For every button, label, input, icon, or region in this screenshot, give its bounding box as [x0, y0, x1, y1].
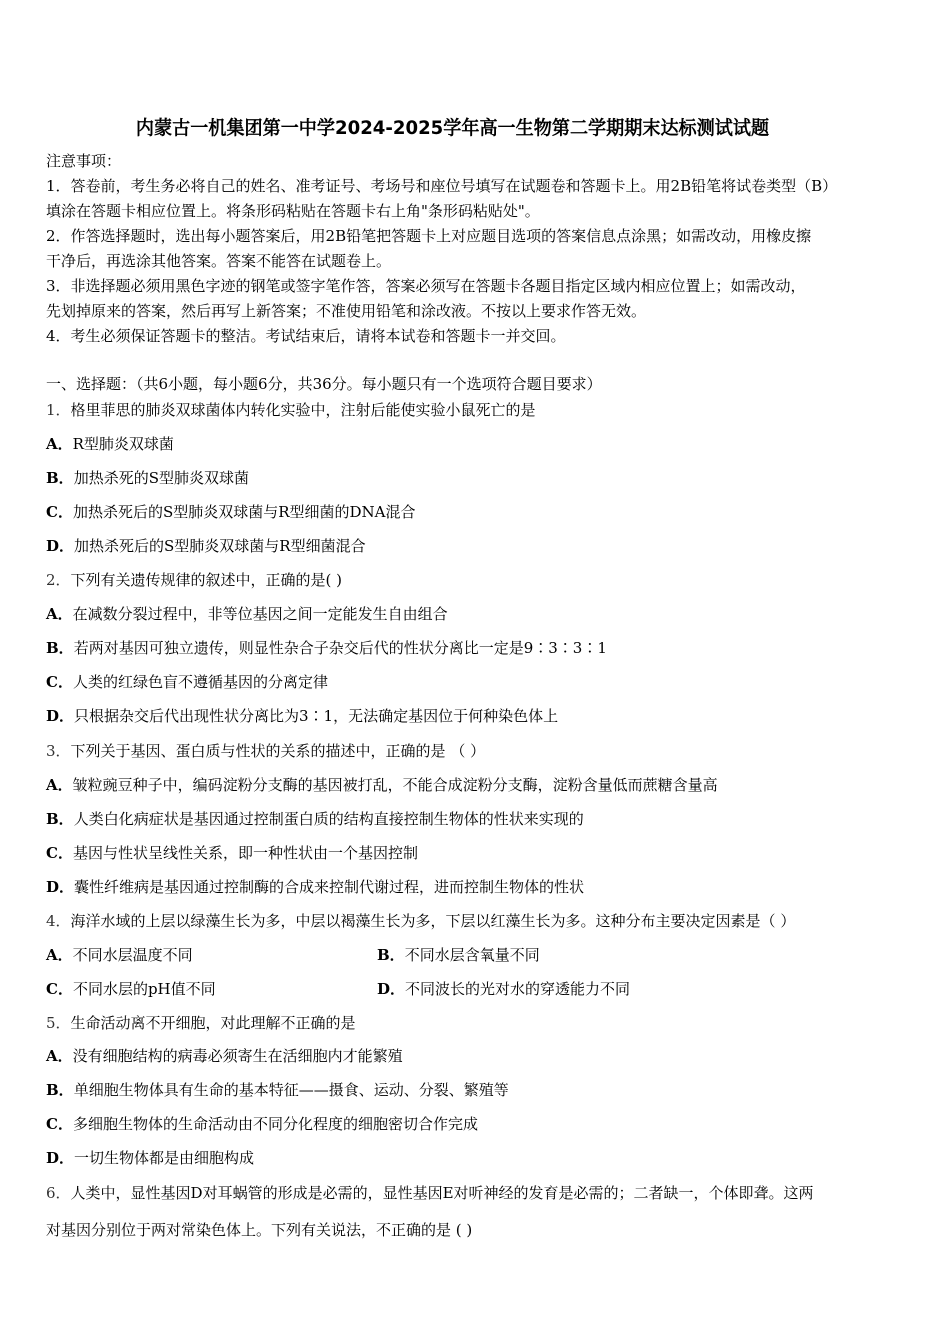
- question-text: 下列关于基因、蛋白质与性状的关系的描述中，正确的是 （ ）: [70, 742, 486, 760]
- option: [46, 1046, 403, 1066]
- option: [46, 809, 584, 829]
- question-number: 5．: [46, 1014, 71, 1032]
- option-label: A．: [46, 605, 73, 623]
- option-text: R型肺炎双球菌: [72, 435, 174, 453]
- notice-line: 1．答卷前，考生务必将自己的姓名、准考证号、考场号和座位号填写在试题卷和答题卡上。用2B铅笔将试卷类型（B）: [46, 177, 838, 195]
- option-text: 人类白化病症状是基因通过控制蛋白质的结构直接控制生物体的性状来实现的: [73, 810, 584, 828]
- option-label: B．: [46, 639, 74, 657]
- option-label: B．: [46, 810, 74, 828]
- question-stem: [46, 570, 342, 590]
- option: [46, 843, 418, 863]
- notice-line: 填涂在答题卡相应位置上。将条形码粘贴在答题卡右上角"条形码粘贴处"。: [46, 202, 540, 220]
- question-stem-continued: 对基因分别位于两对常染色体上。下列有关说法，不正确的是 ( ): [46, 1221, 473, 1239]
- notice-line: 先划掉原来的答案，然后再写上新答案；不准使用铅笔和涂改液。不按以上要求作答无效。: [46, 302, 647, 320]
- option-text: 不同水层温度不同: [72, 946, 193, 964]
- notice-line: 3．非选择题必须用黑色字迹的钢笔或签字笔作答，答案必须写在答题卡各题目指定区域内相应位置上；如需改动，: [46, 277, 806, 295]
- notice-line: 4．考生必须保证答题卡的整洁。考试结束后，请将本试卷和答题卡一并交回。: [46, 327, 566, 345]
- option-text: 一切生物体都是由细胞构成: [74, 1149, 255, 1167]
- question-stem: [46, 400, 536, 420]
- option: [46, 1148, 254, 1168]
- option-label: A．: [46, 435, 73, 453]
- option-text: 皱粒豌豆种子中，编码淀粉分支酶的基因被打乱，不能合成淀粉分支酶，淀粉含量低而蔗糖含量高: [72, 776, 718, 794]
- option-label: C．: [46, 1115, 73, 1133]
- question-number: 1．: [46, 401, 71, 419]
- option: [46, 706, 558, 726]
- question-stem: [46, 1183, 814, 1203]
- option: [46, 434, 174, 454]
- option-label: A．: [46, 1047, 73, 1065]
- question-text: 生命活动离不开细胞，对此理解不正确的是: [70, 1014, 356, 1032]
- question-number: 2．: [46, 571, 71, 589]
- option-label: D．: [46, 707, 75, 725]
- option-label: C．: [46, 844, 73, 862]
- option: [46, 1114, 478, 1134]
- option-label: B．: [46, 469, 74, 487]
- option: [46, 536, 366, 556]
- option: [46, 979, 216, 999]
- page-title: 内蒙古一机集团第一中学2024-2025学年高一生物第二学期期末达标测试试题: [135, 117, 770, 139]
- option-text: 多细胞生物体的生命活动由不同分化程度的细胞密切合作完成: [72, 1115, 478, 1133]
- question-text: 人类中，显性基因D对耳蜗管的形成是必需的，显性基因E对听神经的发育是必需的；二者缺一，个体即聋。这两: [70, 1184, 814, 1202]
- option-text: 只根据杂交后代出现性状分离比为3∶1，无法确定基因位于何种染色体上: [74, 707, 559, 725]
- option-text: 人类的红绿色盲不遵循基因的分离定律: [72, 673, 328, 691]
- option: [46, 672, 328, 692]
- option: [377, 979, 630, 999]
- question-stem: [46, 1013, 356, 1033]
- option-label: D．: [46, 1149, 75, 1167]
- question-text: 下列有关遗传规律的叙述中，正确的是( ): [70, 571, 343, 589]
- option: [46, 945, 193, 965]
- option-text: 加热杀死后的S型肺炎双球菌与R型细菌的DNA混合: [72, 503, 416, 521]
- option-text: 基因与性状呈线性关系，即一种性状由一个基因控制: [72, 844, 418, 862]
- question-number: 6．: [46, 1184, 71, 1202]
- option-text: 不同波长的光对水的穿透能力不同: [405, 980, 631, 998]
- option-text: 加热杀死后的S型肺炎双球菌与R型细菌混合: [74, 537, 366, 555]
- option-text: 不同水层的pH值不同: [72, 980, 216, 998]
- notice-heading: 注意事项：: [46, 152, 122, 170]
- question-text: 海洋水域的上层以绿藻生长为多，中层以褐藻生长为多，下层以红藻生长为多。这种分布主要决定因素是（ ）: [70, 912, 796, 930]
- option: [46, 877, 584, 897]
- option-text: 若两对基因可独立遗传，则显性杂合子杂交后代的性状分离比一定是9∶3∶3∶1: [73, 639, 607, 657]
- option-text: 单细胞生物体具有生命的基本特征——摄食、运动、分裂、繁殖等: [73, 1081, 509, 1099]
- option-text: 没有细胞结构的病毒必须寄生在活细胞内才能繁殖: [72, 1047, 403, 1065]
- question-number: 3．: [46, 742, 71, 760]
- notice-line: 干净后，再选涂其他答案。答案不能答在试题卷上。: [46, 252, 392, 270]
- option: [46, 604, 448, 624]
- option: [377, 945, 540, 965]
- option-label: D．: [46, 537, 75, 555]
- question-text: 格里菲思的肺炎双球菌体内转化实验中，注射后能使实验小鼠死亡的是: [70, 401, 536, 419]
- option-text: 囊性纤维病是基因通过控制酶的合成来控制代谢过程，进而控制生物体的性状: [74, 878, 585, 896]
- option: [46, 502, 416, 522]
- option-label: C．: [46, 980, 73, 998]
- option: [46, 638, 607, 658]
- option-label: B．: [46, 1081, 74, 1099]
- option-text: 在减数分裂过程中，非等位基因之间一定能发生自由组合: [72, 605, 448, 623]
- option: [46, 1080, 509, 1100]
- option: [46, 775, 718, 795]
- question-stem: [46, 741, 485, 761]
- section-heading: 一、选择题：（共6小题，每小题6分，共36分。每小题只有一个选项符合题目要求）: [46, 375, 602, 393]
- option-label: A．: [46, 946, 73, 964]
- option: [46, 468, 249, 488]
- question-number: 4．: [46, 912, 71, 930]
- option-label: A．: [46, 776, 73, 794]
- option-label: D．: [377, 980, 406, 998]
- option-text: 加热杀死的S型肺炎双球菌: [73, 469, 249, 487]
- notice-line: 2．作答选择题时，选出每小题答案后，用2B铅笔把答题卡上对应题目选项的答案信息点涂黑；如需改动，用橡皮擦: [46, 227, 812, 245]
- option-label: D．: [46, 878, 75, 896]
- option-label: C．: [46, 503, 73, 521]
- option-label: B．: [377, 946, 405, 964]
- option-text: 不同水层含氧量不同: [404, 946, 540, 964]
- option-label: C．: [46, 673, 73, 691]
- question-stem: [46, 911, 795, 931]
